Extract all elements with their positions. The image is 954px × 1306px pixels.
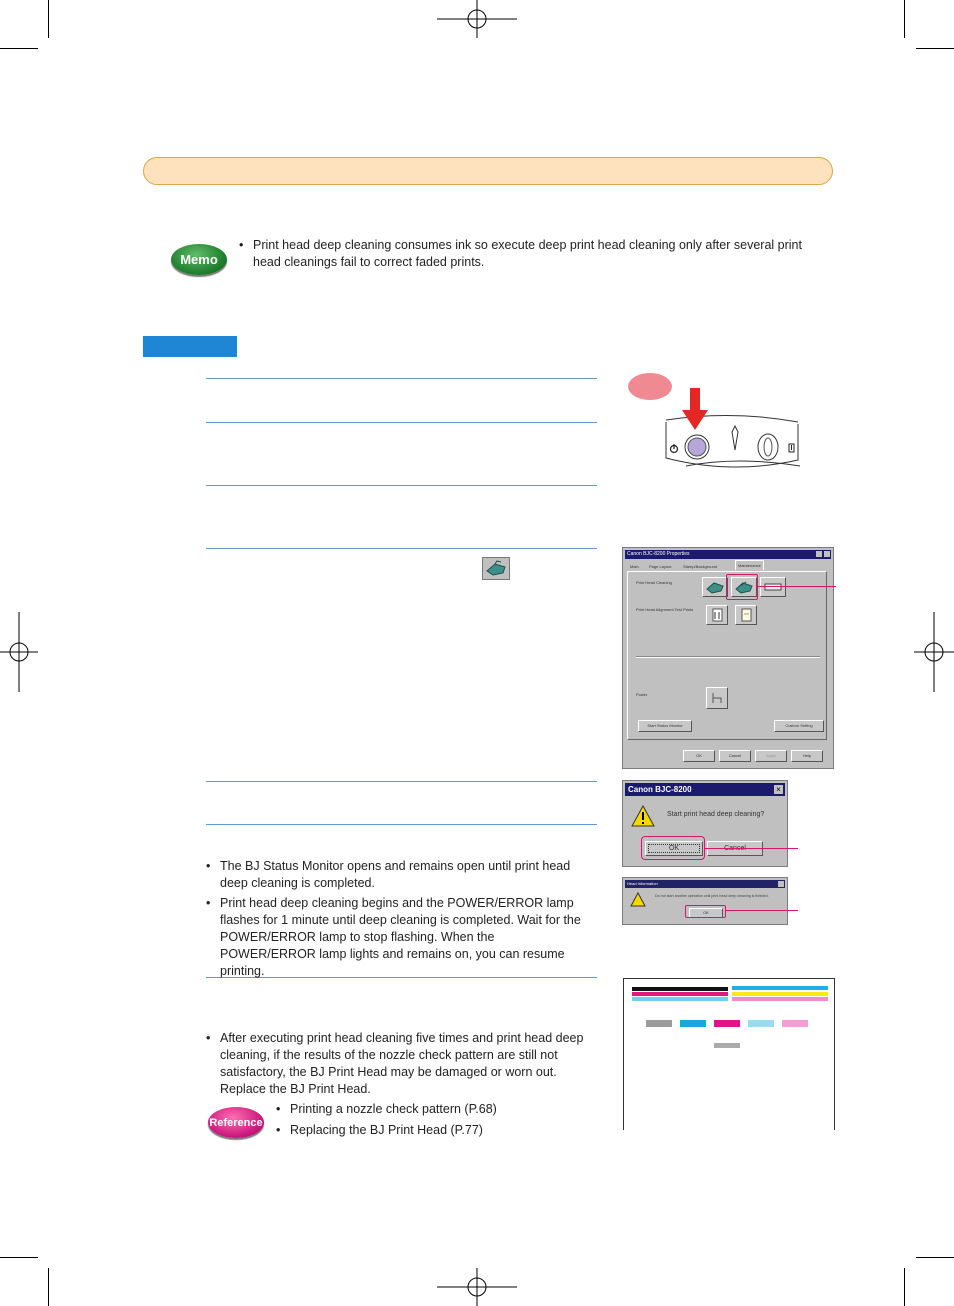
- close-icon[interactable]: [824, 551, 830, 557]
- info-ok-highlight: [685, 905, 726, 918]
- close-icon[interactable]: [778, 881, 784, 887]
- confirm-message: Start print head deep cleaning?: [667, 811, 765, 818]
- warning-icon: [630, 892, 646, 907]
- info-message: Do not start another operation until print head deep cleaning is finished.: [655, 894, 769, 898]
- paper-feed-button[interactable]: [760, 577, 786, 597]
- callout-line: [726, 910, 798, 911]
- tab-maintenance[interactable]: Maintenance: [735, 560, 764, 570]
- row-label-power: Power: [636, 692, 648, 697]
- memo-note: • Print head deep cleaning consumes ink so execute deep print head cleaning only after several print head cleanings fail to correct faded prints.: [239, 238, 802, 269]
- memo-badge: Memo: [171, 244, 227, 275]
- registration-mark-top: [437, 0, 517, 40]
- alignment-button[interactable]: [706, 605, 728, 625]
- dialog-titlebar: [625, 783, 785, 796]
- callout-line: [705, 848, 798, 849]
- cleaning-button[interactable]: [702, 577, 728, 597]
- replace-head-note: • After executing print head cleaning five times and print head deep cleaning, if the results of the nozzle check pattern are still not satisfactory, the BJ Print Head may be damaged or worn out. Replace the BJ Print Head.: [206, 1031, 584, 1096]
- crop-mark: [916, 48, 954, 49]
- registration-mark-bottom: [437, 1268, 517, 1306]
- tab-strip: [627, 562, 827, 571]
- reference-badge: Reference: [208, 1107, 264, 1138]
- separator: [636, 656, 820, 658]
- step-divider: [206, 781, 597, 782]
- crop-mark: [48, 1268, 49, 1306]
- gray-swatch: [714, 1043, 740, 1048]
- nozzle-check-pattern: [623, 978, 835, 1130]
- cyan-pattern: [632, 997, 728, 1001]
- black-pattern: [632, 987, 728, 991]
- power-off-button[interactable]: [706, 687, 728, 709]
- dialog-title: Head Information: [627, 881, 658, 886]
- step-divider: [206, 548, 597, 549]
- power-icon: [671, 444, 678, 453]
- status-note: • Print head deep cleaning begins and the POWER/ERROR lamp flashes for 1 minute until deep cleaning is completed. Wait for the POWER/ERROR lamp to stop flashing. When the POWER/ERROR lamp lights and remains on, you can resume printing.: [206, 896, 581, 978]
- section-header-band: [143, 157, 833, 185]
- help-button[interactable]: Help: [791, 750, 823, 762]
- photo-magenta-pattern: [732, 997, 828, 1001]
- tab-main[interactable]: Main: [630, 564, 639, 569]
- crop-mark: [916, 1257, 954, 1258]
- registration-mark-right: [914, 612, 954, 692]
- tab-page-layout[interactable]: Page Layout: [649, 564, 672, 569]
- magenta-swatch: [714, 1020, 740, 1027]
- row-label-alignment: Print Head Alignment Test Prints: [636, 607, 694, 612]
- ok-highlight: [641, 836, 705, 860]
- deep-cleaning-highlight: [726, 574, 758, 600]
- step-divider: [206, 824, 597, 825]
- printer-operation-panel: [658, 380, 806, 480]
- resume-icon: [789, 444, 794, 452]
- step-divider: [206, 485, 597, 486]
- dialog-titlebar: [625, 880, 785, 888]
- cyan-swatch: [680, 1020, 706, 1027]
- callout-line: [758, 586, 836, 587]
- confirm-ok-button[interactable]: OK: [645, 841, 703, 856]
- reference-link[interactable]: • Printing a nozzle check pattern (P.68): [276, 1102, 497, 1116]
- registration-mark-left: [0, 612, 40, 692]
- step-divider: [206, 422, 597, 423]
- test-print-button[interactable]: [735, 605, 757, 625]
- row-label-cleaning: Print Head Cleaning: [636, 580, 672, 585]
- crop-mark: [0, 1257, 38, 1258]
- down-arrow-icon: [682, 388, 708, 430]
- custom-setting-button[interactable]: Custom Setting: [774, 720, 824, 732]
- gray-swatch: [646, 1020, 672, 1027]
- print-head-cleaning-icon: [482, 557, 510, 580]
- warning-icon: [631, 805, 655, 827]
- cancel-button[interactable]: Cancel: [719, 750, 751, 762]
- apply-button[interactable]: Apply: [755, 750, 787, 762]
- dialog-title: Canon BJC-8200: [628, 785, 692, 794]
- info-ok-button[interactable]: OK: [689, 908, 723, 918]
- status-note: • The BJ Status Monitor opens and remains open until print head deep cleaning is completed.: [206, 859, 571, 890]
- step-divider: [206, 378, 597, 379]
- photo-magenta-swatch: [782, 1020, 808, 1027]
- reference-link[interactable]: • Replacing the BJ Print Head (P.77): [276, 1123, 483, 1137]
- cyan-pattern: [732, 986, 828, 990]
- crop-mark: [48, 0, 49, 38]
- dialog-title: Canon BJC-8200 Properties: [627, 551, 690, 557]
- procedure-tab: [143, 336, 237, 357]
- start-status-monitor-button[interactable]: Start Status Monitor: [638, 720, 692, 732]
- crop-mark: [0, 48, 38, 49]
- ok-button[interactable]: OK: [683, 750, 715, 762]
- photo-cyan-swatch: [748, 1020, 774, 1027]
- crop-mark: [904, 0, 905, 38]
- yellow-pattern: [732, 992, 828, 996]
- tab-stamp-background[interactable]: Stamp/Background: [683, 564, 718, 569]
- close-icon[interactable]: ×: [774, 785, 783, 794]
- magenta-pattern: [632, 992, 728, 996]
- dialog-titlebar: [625, 550, 831, 559]
- crop-mark: [904, 1268, 905, 1306]
- help-icon[interactable]: [816, 551, 822, 557]
